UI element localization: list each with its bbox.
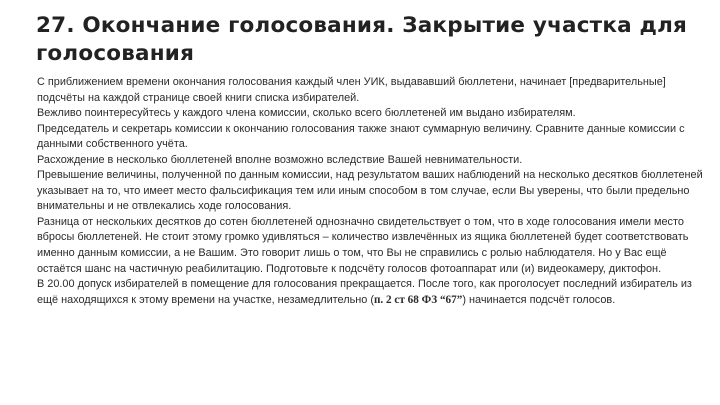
- law-reference: п. 2 ст 68 ФЗ “67”: [373, 293, 463, 306]
- paragraph-ballot-stuffing: Разница от нескольких десятков до сотен бюллетеней однозначно свидетельствует о том, что в ходе голосования имели место вбросы бюллетеней. Не стоит этому громко удивляться – количество извлечённых из ящика бюллетеней будет соответствовать именно данным комиссии, а не Вашим. Это говорит лишь о том, что Вы не справились с ролью наблюдателя. Но у Вас ещё остаётся шанс на частичную реабилитацию. Подготовьте к подсчёту голосов фотоаппарат или (и) видеокамеру, диктофон.: [37, 215, 689, 275]
- slide-title: 27. Окончание голосования. Закрытие участка для голосования: [36, 13, 688, 66]
- paragraph-small-discrepancy: Расхождение в несколько бюллетеней вполне возможно вследствие Вашей невнимательности.: [37, 153, 523, 166]
- paragraph-compare-totals: Председатель и секретарь комиссии к окончанию голосования также знают суммарную величину. Сравните данные комиссии с данными собственного учёта.: [37, 122, 685, 151]
- closing-text-before: В 20.00 допуск избирателей в помещение для голосования прекращается. После того, как проголосует последний избиратель из ещё находящихся к этому времени на участке, незамедлительно (: [37, 278, 692, 306]
- slide-body: [37, 75, 713, 308]
- paragraph-closing-time: [37, 277, 713, 308]
- closing-text-after: ) начинается подсчёт голосов.: [462, 293, 616, 306]
- paragraph-preliminary-count: С приближением времени окончания голосования каждый член УИК, выдававший бюллетени, начинает [предварительные] подсчёты на каждой странице своей книги списка избирателей.: [37, 76, 666, 104]
- paragraph-ask-members: Вежливо поинтересуйтесь у каждого члена комиссии, сколько всего бюллетеней им выдано избирателям.: [37, 107, 576, 120]
- paragraph-excess-ballots: Превышение величины, полученной по данным комиссии, над результатом ваших наблюдений на несколько десятков бюллетеней указывает на то, что имеет место фальсификация тем или иным способом в том случае, если Вы уверены, что были предельно внимательны и не отвлекались ходе голосования.: [37, 169, 703, 213]
